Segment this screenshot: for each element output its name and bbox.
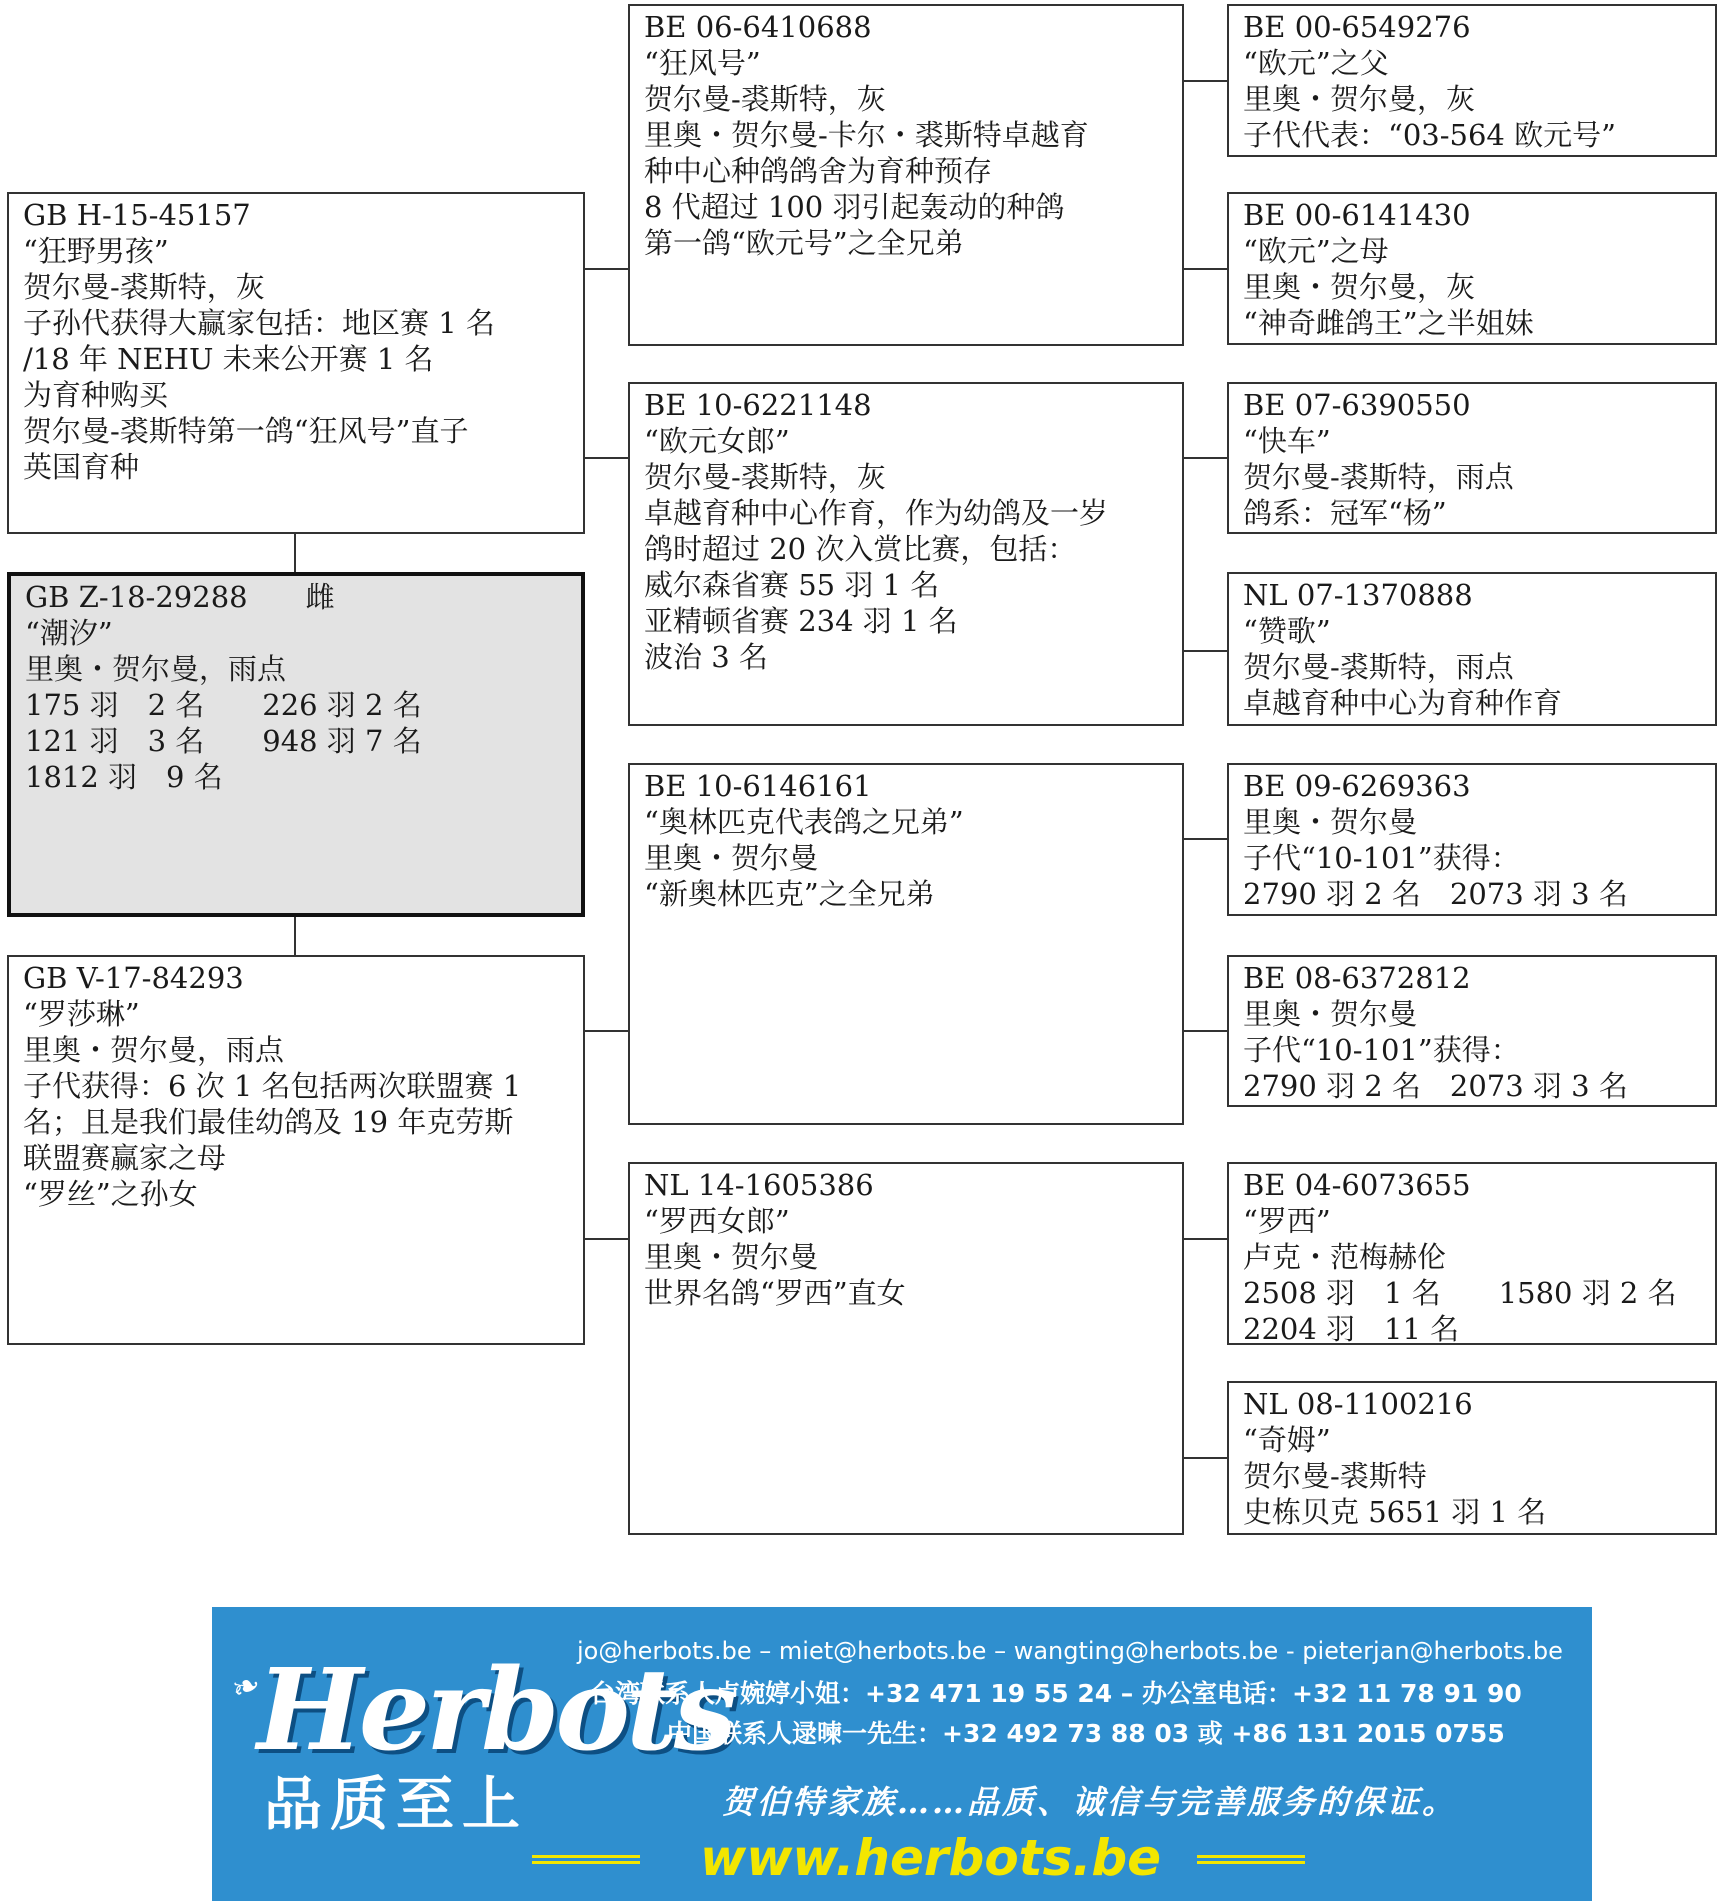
card-line: 贺尔曼-裘斯特，灰 [644,82,886,116]
bird-name: “狂野男孩” [23,234,169,268]
card-line: 121 羽 3 名 948 羽 7 名 [25,724,422,758]
card-line: 英国育种 [23,450,140,484]
card-line: 2790 羽 2 名 2073 羽 3 名 [1243,877,1628,911]
card-line: 亚精顿省赛 234 羽 1 名 [644,604,958,638]
sire-dam-card [628,382,1184,726]
card-line: 2204 羽 11 名 [1243,1312,1460,1345]
bird-name: “快车” [1243,424,1331,458]
dd-dam-card [1227,1381,1717,1535]
card-line: 威尔森省赛 55 羽 1 名 [644,568,940,602]
sd-dam-card [1227,572,1717,726]
card-line: 鸽时超过 20 次入赏比赛，包括： [644,532,1077,566]
card-line: 世界名鸽“罗西”直女 [644,1276,906,1310]
dam-card [7,955,585,1345]
card-line: /18 年 NEHU 未来公开赛 1 名 [23,342,434,376]
connector-line [1183,650,1228,652]
motto: 贺伯特家族……品质、诚信与完善服务的保证。 [722,1783,1458,1821]
ring-number: NL 08-1100216 [1243,1387,1473,1421]
card-line: 贺尔曼-裘斯特，雨点 [1243,460,1514,494]
card-line: 史栋贝克 5651 羽 1 名 [1243,1495,1547,1529]
card-line: 子代“10-101”获得： [1243,1033,1520,1067]
card-line: 卓越育种中心作育，作为幼鸽及一岁 [644,496,1109,530]
ring-number: BE 04-6073655 [1243,1168,1471,1202]
ring-number: NL 07-1370888 [1243,578,1473,612]
ring-number: BE 00-6549276 [1243,10,1471,44]
connector-line [584,268,629,270]
ss-dam-card [1227,192,1717,345]
connector-line [1183,1030,1228,1032]
sire-card [7,192,585,534]
dam-sire-card [628,763,1184,1125]
card-line: 里奥・贺尔曼，灰 [1243,82,1476,116]
dd-sire-card [1227,1162,1717,1345]
ring-number: BE 07-6390550 [1243,388,1471,422]
card-line: 种中心种鸽鸽舍为育种预存 [644,154,993,188]
bird-name: “狂风号” [644,46,761,80]
card-line: “罗丝”之孙女 [23,1177,198,1211]
connector-line [1183,1238,1228,1240]
ss-sire-card [1227,4,1717,157]
contact-emails[interactable]: jo@herbots.be – miet@herbots.be – wangting@herbots.be - pieterjan@herbots.be [577,1637,1563,1665]
bird-name: “罗西” [1243,1204,1331,1238]
card-line: 子代代表：“03-564 欧元号” [1243,118,1616,152]
card-line: 里奥・贺尔曼-卡尔・裘斯特卓越育 [644,118,1089,152]
card-line: 子代“10-101”获得： [1243,841,1520,875]
card-line: 子孙代获得大赢家包括：地区赛 1 名 [23,306,495,340]
contact-china: 中国联系人逯暕一先生：+32 492 73 88 03 或 +86 131 2015 0755 [667,1719,1505,1748]
card-line: 子代获得：6 次 1 名包括两次联盟赛 1 [23,1069,522,1103]
sire-sire-card [628,4,1184,346]
card-line: 里奥・贺尔曼，雨点 [23,1033,285,1067]
connector-line [294,533,296,573]
ring-number: BE 10-6221148 [644,388,872,422]
card-line: 里奥・贺尔曼，雨点 [25,652,287,686]
wing-icon: ❧ [226,1663,267,1711]
bird-name: “潮汐” [25,616,113,650]
card-line: 第一鸽“欧元号”之全兄弟 [644,226,964,260]
connector-line [1183,457,1228,459]
card-line: 8 代超过 100 羽引起轰动的种鸽 [644,190,1065,224]
connector-line [1183,838,1228,840]
card-line: 鸽系：冠军“杨” [1243,496,1447,530]
connector-line [1183,80,1228,82]
ring-number: NL 14-1605386 [644,1168,874,1202]
bird-name: “罗莎琳” [23,997,140,1031]
ring-number: BE 00-6141430 [1243,198,1471,232]
website-link[interactable]: www.herbots.be [700,1829,1162,1887]
ds-dam-card [1227,955,1717,1107]
card-line: 卓越育种中心为育种作育 [1243,686,1563,720]
card-line: 贺尔曼-裘斯特，雨点 [1243,650,1514,684]
ring-number: BE 10-6146161 [644,769,872,803]
bird-name: “奥林匹克代表鸽之兄弟” [644,805,964,839]
connector-line [1183,1457,1228,1459]
connector-line [584,457,629,459]
bird-name: “欧元女郎” [644,424,790,458]
bird-name: “奇姆” [1243,1423,1331,1457]
card-line: “神奇雌鸽王”之半姐妹 [1243,306,1534,340]
card-line: 175 羽 2 名 226 羽 2 名 [25,688,422,722]
bird-name: “罗西女郎” [644,1204,790,1238]
card-line: 2508 羽 1 名 1580 羽 2 名 [1243,1276,1677,1310]
card-line: 卢克・范梅赫伦 [1243,1240,1447,1274]
card-line: 波治 3 名 [644,640,768,674]
bird-name: “赞歌” [1243,614,1331,648]
card-line: 2790 羽 2 名 2073 羽 3 名 [1243,1069,1628,1103]
ring-number: BE 08-6372812 [1243,961,1471,995]
bird-name: “欧元”之母 [1243,234,1389,268]
ring-number: GB V-17-84293 [23,961,244,995]
connector-line [584,1030,629,1032]
ring-number: GB Z-18-29288 雌 [25,580,335,614]
card-line: 贺尔曼-裘斯特，灰 [644,460,886,494]
connector-line [1183,268,1228,270]
card-line: 贺尔曼-裘斯特，灰 [23,270,265,304]
card-line: 里奥・贺尔曼 [1243,997,1418,1031]
card-line: “新奥林匹克”之全兄弟 [644,877,935,911]
herbots-banner [212,1607,1592,1901]
decorative-divider [1197,1855,1305,1864]
ds-sire-card [1227,763,1717,916]
card-line: 为育种购买 [23,378,169,412]
contact-taiwan: 台湾联系人卢婉婷小姐：+32 471 19 55 24 – 办公室电话：+32 11 78 91 90 [590,1679,1522,1708]
card-line: 1812 羽 9 名 [25,760,223,794]
slogan: 品质至上 [264,1770,529,1838]
card-line: 名；且是我们最佳幼鸽及 19 年克劳斯 [23,1105,514,1139]
decorative-divider [532,1855,640,1864]
sd-sire-card [1227,382,1717,534]
card-line: 贺尔曼-裘斯特第一鸽“狂风号”直子 [23,414,469,448]
connector-line [584,1238,629,1240]
ring-number: GB H-15-45157 [23,198,251,232]
herbots-logo: Herbots [257,1645,733,1776]
dam-dam-card [628,1162,1184,1535]
card-line: 里奥・贺尔曼，灰 [1243,270,1476,304]
ring-number: BE 06-6410688 [644,10,872,44]
card-line: 联盟赛赢家之母 [23,1141,227,1175]
card-line: 里奥・贺尔曼 [1243,805,1418,839]
connector-line [294,916,296,956]
ring-number: BE 09-6269363 [1243,769,1471,803]
card-line: 里奥・贺尔曼 [644,1240,819,1274]
bird-name: “欧元”之父 [1243,46,1389,80]
subject-card [7,572,585,917]
card-line: 贺尔曼-裘斯特 [1243,1459,1427,1493]
card-line: 里奥・贺尔曼 [644,841,819,875]
